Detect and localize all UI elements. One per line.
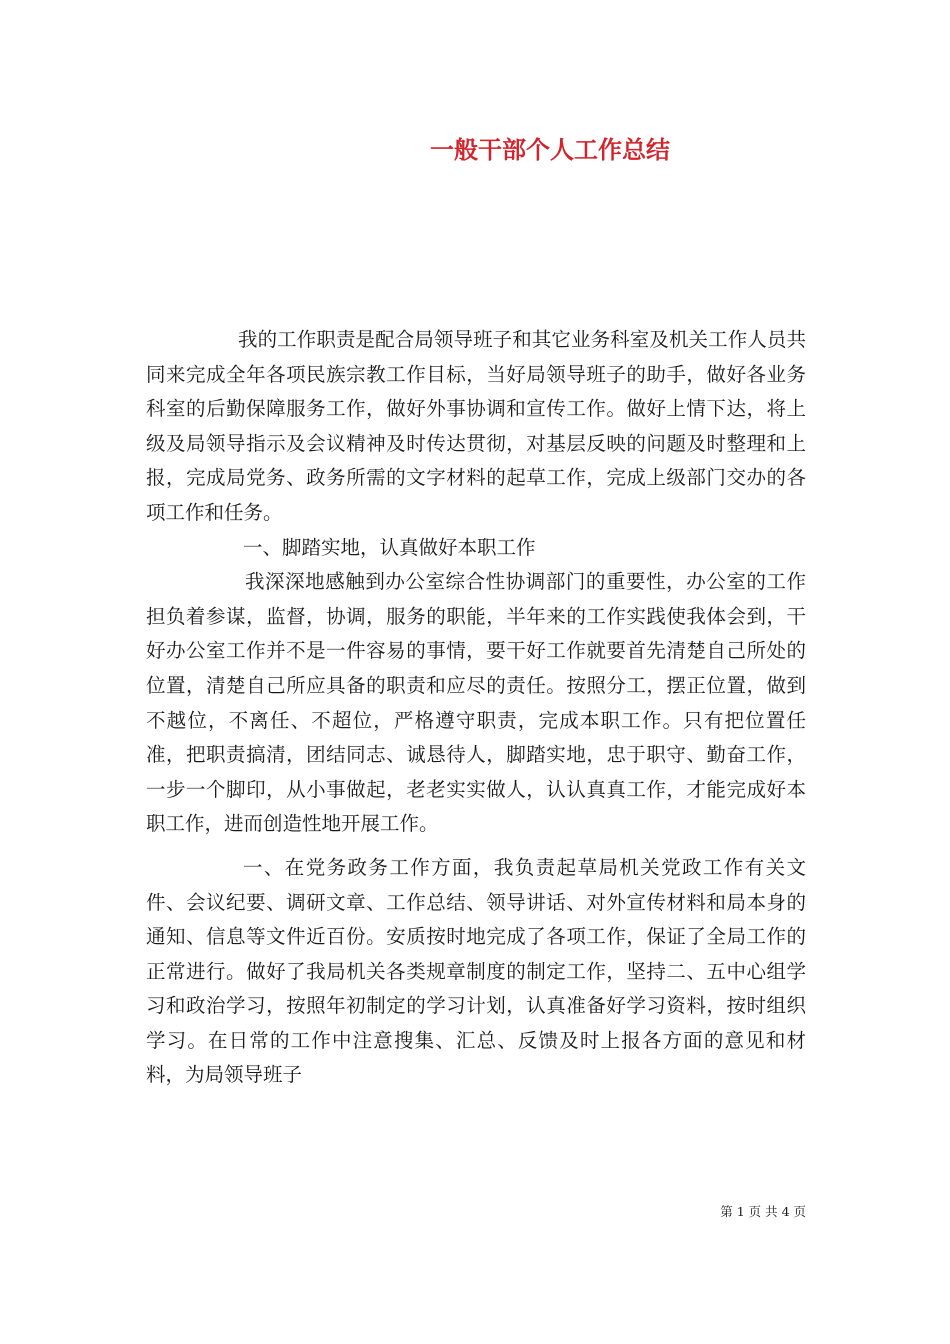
document-title: 一般干部个人工作总结 [430,135,670,164]
page-number-footer: 第 1 页 共 4 页 [720,1204,806,1219]
document-body [146,323,806,1093]
paragraph-office-work: 我深深地感触到办公室综合性协调部门的重要性，办公室的工作担负着参谋，监督，协调，服务的职能，半年来的工作实践使我体会到，干好办公室工作并不是一件容易的事情，要干好工作就要首先清楚自己所处的位置，清楚自己所应具备的职责和应尽的责任。按照分工，摆正位置，做到不越位，不离任、不超位，严格遵守职责，完成本职工作。只有把位置任准，把职责搞清，团结同志、诚恳待人，脚踏实地，忠于职守、勤奋工作，一步一个脚印，从小事做起，老老实实做人，认认真真工作，才能完成好本职工作，进而创造性地开展工作。 [146,570,806,836]
paragraph-intro: 我的工作职责是配合局领导班子和其它业务科室及机关工作人员共同来完成全年各项民族宗教工作目标，当好局领导班子的助手，做好各业务科室的后勤保障服务工作，做好外事协调和宣传工作。做好上情下达，将上级及局领导指示及会议精神及时传达贯彻，对基层反映的问题及时整理和上报，完成局党务、政务所需的文字材料的起草工作，完成上级部门交办的各项工作和任务。 [146,328,806,524]
section-heading: 一、脚踏实地，认真做好本职工作 [243,535,536,559]
paragraph-party-affairs: 一、在党务政务工作方面，我负责起草局机关党政工作有关文件、会议纪要、调研文章、工作总结、领导讲话、对外宣传材料和局本身的通知、信息等文件近百份。安质按时地完成了各项工作，保证了全局工作的正常进行。做好了我局机关各类规章制度的制定工作，坚持二、五中心组学习和政治学习，按照年初制定的学习计划，认真准备好学习资料，按时组织学习。在日常的工作中注意搜集、汇总、反馈及时上报各方面的意见和材料，为局领导班子 [146,855,806,1087]
